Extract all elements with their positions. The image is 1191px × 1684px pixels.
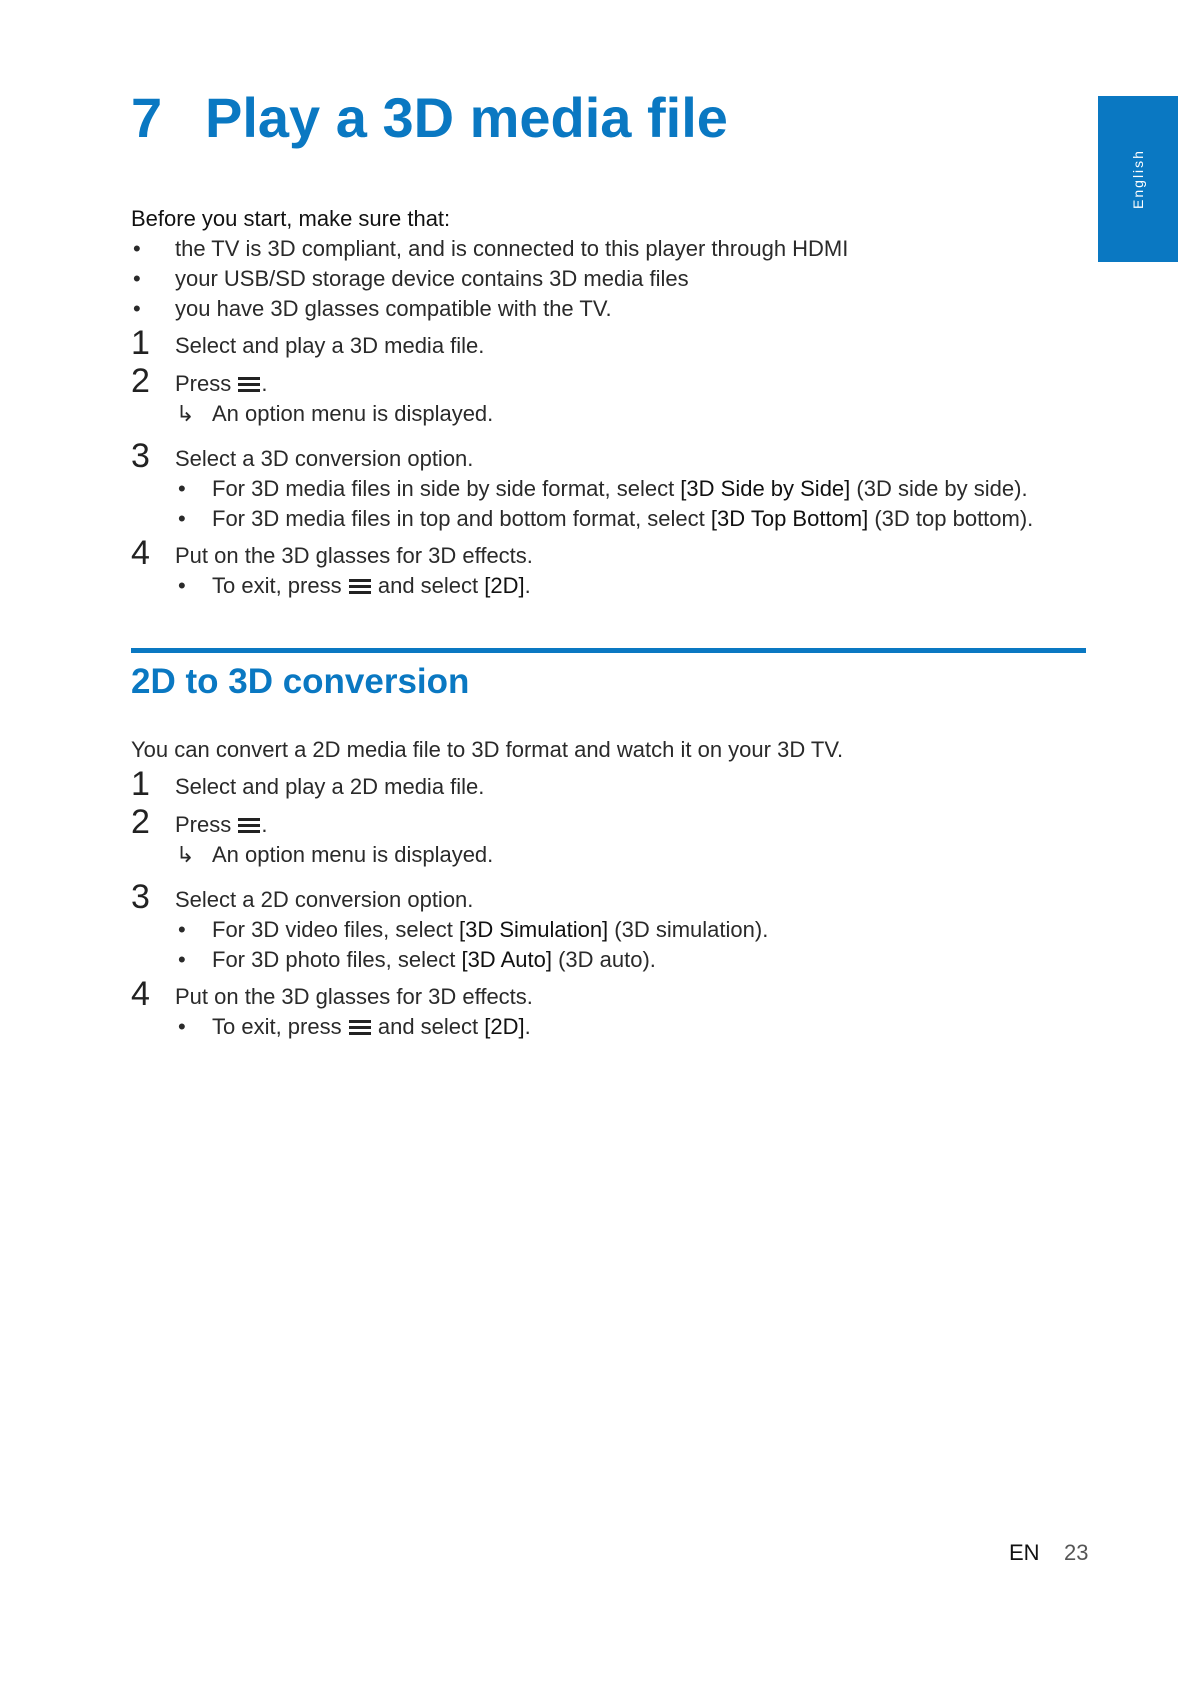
step-result: An option menu is displayed. — [212, 842, 494, 867]
option-post: (3D top bottom). — [868, 506, 1034, 531]
bullet-dot: • — [133, 296, 141, 321]
step-number: 2 — [131, 362, 150, 400]
exit-mid: and select — [371, 1014, 485, 1039]
option-bullet — [212, 474, 1028, 504]
result-arrow-icon: ↳ — [176, 401, 195, 426]
menu-icon — [238, 817, 260, 833]
option-pre: For 3D media files in top and bottom format, select — [212, 506, 711, 531]
step-result: An option menu is displayed. — [212, 401, 494, 426]
step-text: Select and play a 2D media file. — [175, 774, 485, 799]
bullet-dot: • — [178, 573, 186, 598]
step-text-press: Press — [175, 812, 232, 837]
step-text-end: . — [261, 371, 268, 396]
step-number: 2 — [131, 803, 150, 841]
exit-instruction — [212, 1012, 531, 1042]
page-number: 23 — [1064, 1540, 1089, 1565]
prereq-intro: Before you start, make sure that: — [131, 206, 451, 231]
option-pre: For 3D video files, select — [212, 917, 459, 942]
menu-icon — [238, 376, 260, 392]
prereq-item: you have 3D glasses compatible with the TV. — [175, 296, 612, 321]
bullet-dot: • — [133, 236, 141, 261]
option-post: (3D side by side). — [850, 476, 1028, 501]
step-text: Select a 2D conversion option. — [175, 887, 474, 912]
step-number: 1 — [131, 324, 150, 362]
bullet-dot: • — [178, 947, 186, 972]
option-name: [3D Simulation] — [458, 917, 609, 942]
menu-icon — [349, 1019, 371, 1035]
step-number: 4 — [131, 975, 150, 1013]
exit-end: . — [524, 573, 531, 598]
step-text — [175, 369, 268, 399]
exit-end: . — [524, 1014, 531, 1039]
step-text: Put on the 3D glasses for 3D effects. — [175, 984, 533, 1009]
option-bullet — [212, 504, 1033, 534]
chapter-title — [131, 84, 728, 152]
option-bullet — [212, 945, 656, 975]
exit-instruction — [212, 571, 531, 601]
option-post: (3D simulation). — [608, 917, 769, 942]
chapter-title-text: Play a 3D media file — [205, 86, 728, 149]
result-arrow-icon: ↳ — [176, 842, 195, 867]
step-number: 3 — [131, 437, 150, 475]
language-label: English — [1129, 149, 1146, 209]
language-tab — [1098, 96, 1178, 262]
menu-icon — [349, 578, 371, 594]
bullet-dot: • — [178, 917, 186, 942]
step-number: 1 — [131, 765, 150, 803]
option-pre: For 3D media files in side by side format, select — [212, 476, 681, 501]
chapter-number: 7 — [131, 86, 163, 149]
option-name: [2D] — [484, 573, 525, 598]
section-intro: You can convert a 2D media file to 3D format and watch it on your 3D TV. — [131, 737, 844, 762]
exit-mid: and select — [371, 573, 485, 598]
prereq-item: your USB/SD storage device contains 3D media files — [175, 266, 689, 291]
step-number: 4 — [131, 534, 150, 572]
option-pre: For 3D photo files, select — [212, 947, 462, 972]
step-text-press: Press — [175, 371, 232, 396]
step-text — [175, 810, 268, 840]
step-text-end: . — [261, 812, 268, 837]
option-bullet — [212, 915, 768, 945]
prereq-item: the TV is 3D compliant, and is connected to this player through HDMI — [175, 236, 849, 261]
step-text: Select a 3D conversion option. — [175, 446, 474, 471]
option-name: [2D] — [484, 1014, 525, 1039]
section-title: 2D to 3D conversion — [131, 662, 470, 701]
step-text: Select and play a 3D media file. — [175, 333, 485, 358]
step-text: Put on the 3D glasses for 3D effects. — [175, 543, 533, 568]
exit-pre: To exit, press — [212, 1014, 342, 1039]
option-name: [3D Auto] — [461, 947, 552, 972]
footer-language: EN — [1009, 1540, 1040, 1565]
option-name: [3D Top Bottom] — [710, 506, 869, 531]
option-post: (3D auto). — [551, 947, 656, 972]
section-divider — [131, 648, 1086, 653]
bullet-dot: • — [178, 506, 186, 531]
option-name: [3D Side by Side] — [680, 476, 851, 501]
step-number: 3 — [131, 878, 150, 916]
bullet-dot: • — [178, 476, 186, 501]
bullet-dot: • — [133, 266, 141, 291]
exit-pre: To exit, press — [212, 573, 342, 598]
bullet-dot: • — [178, 1014, 186, 1039]
